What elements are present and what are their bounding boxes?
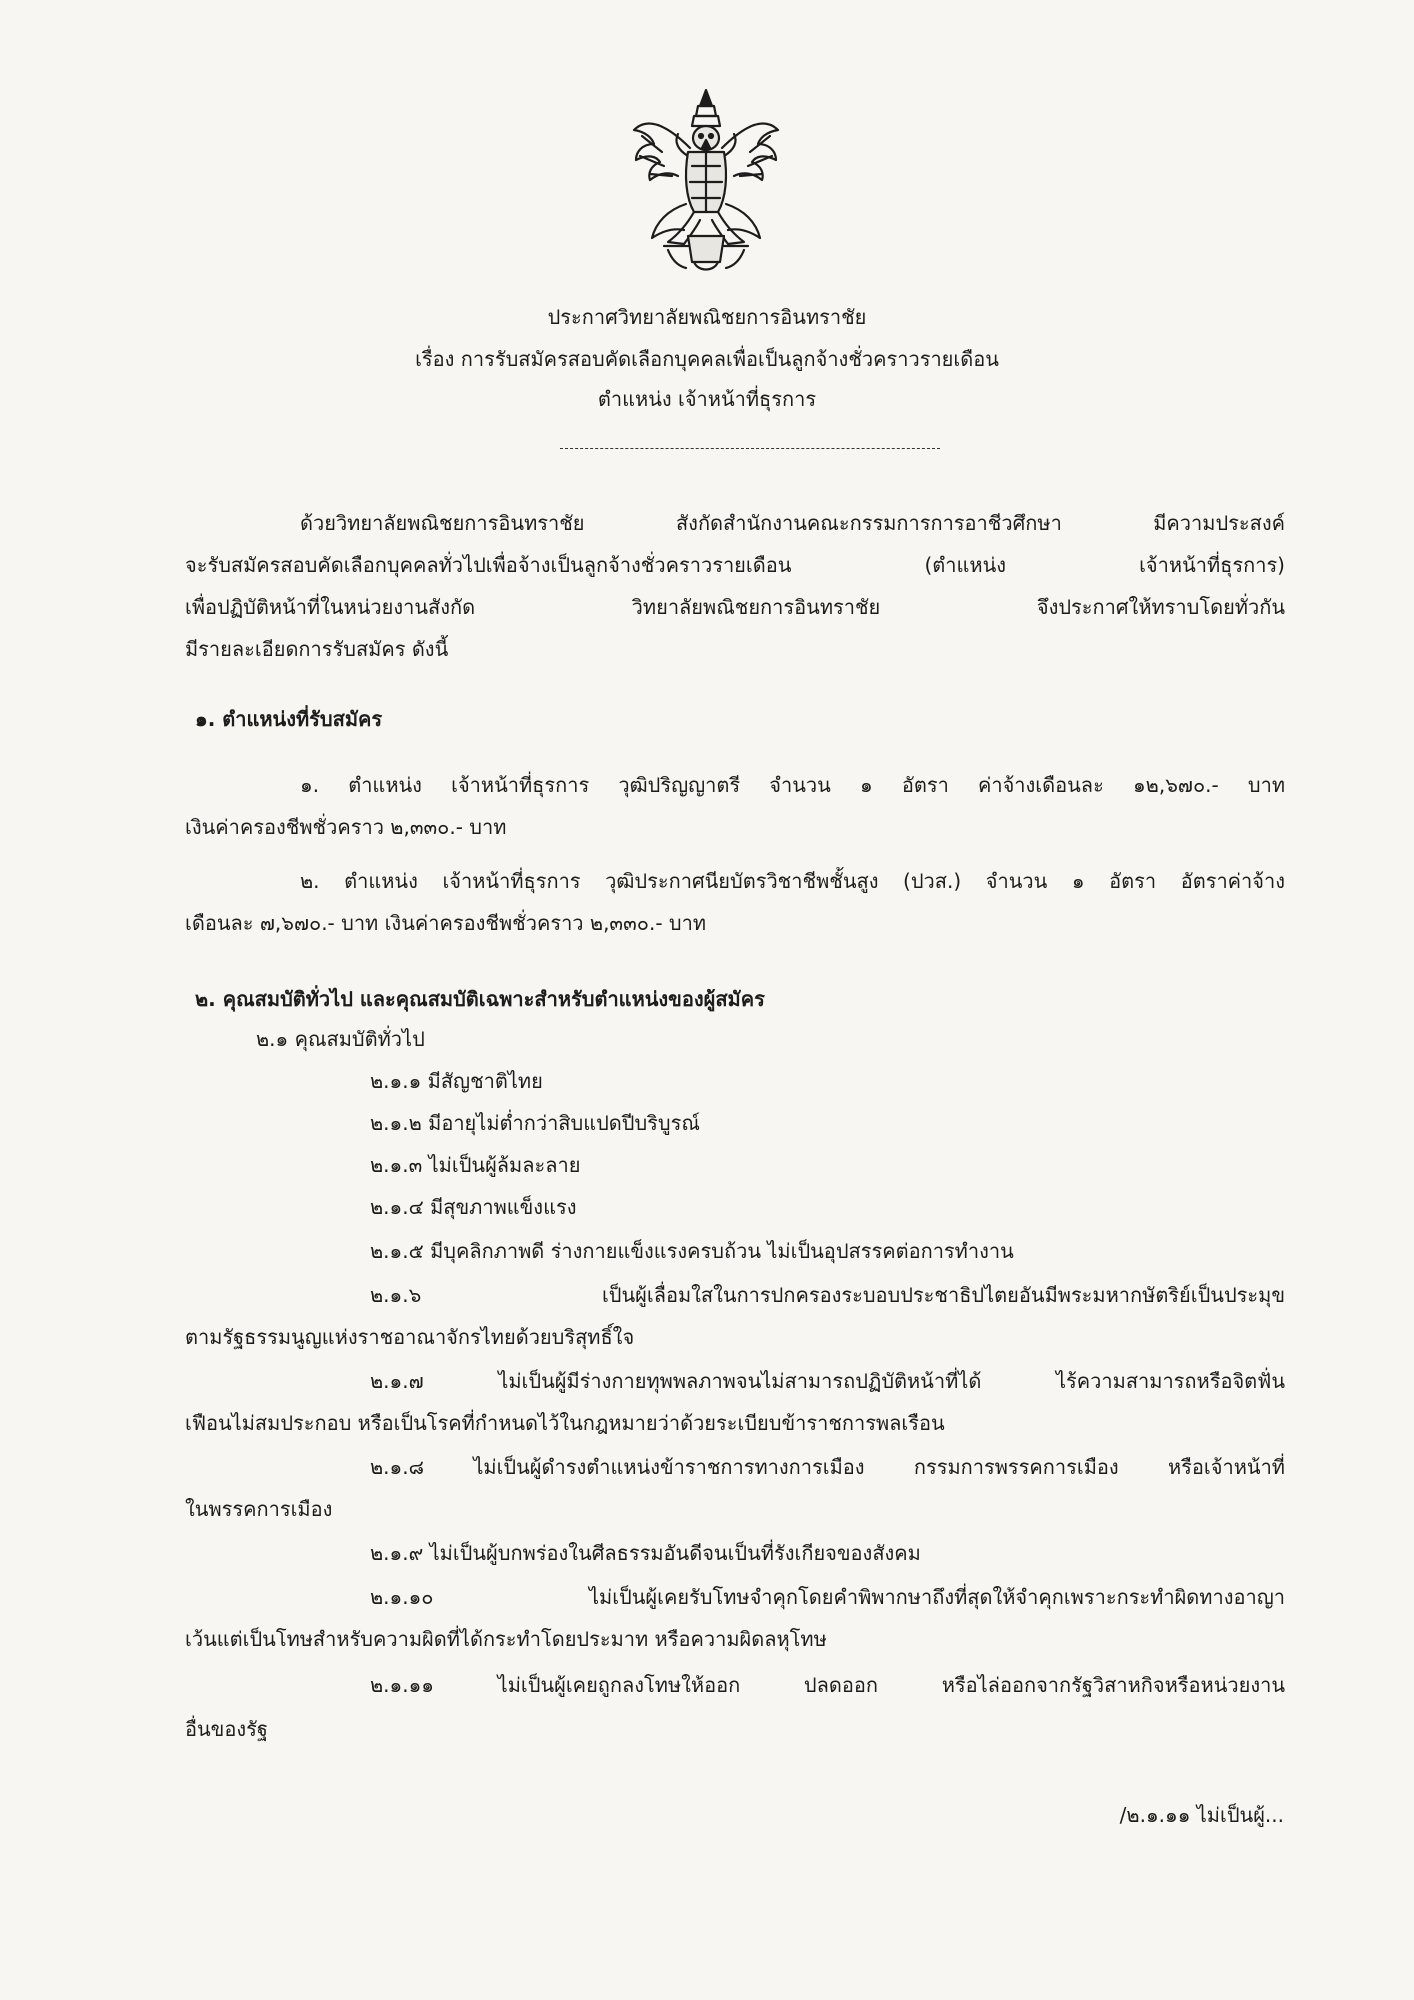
qualification-item: ๒.๑.๙ ไม่เป็นผู้บกพร่องในศีลธรรมอันดีจนเป็นที่รังเกียจของสังคม (370, 1541, 921, 1565)
qualification-item: ๒.๑.๘ ไม่เป็นผู้ดำรงตำแหน่งข้าราชการทางการเมือง กรรมการพรรคการเมือง หรือเจ้าหน้าที่ (370, 1455, 1285, 1479)
sub-heading-2-1: ๒.๑ คุณสมบัติทั่วไป (256, 1027, 425, 1051)
qualification-item-cont: ตามรัฐธรรมนูญแห่งราชอาณาจักรไทยด้วยบริสุทธิ์ใจ (185, 1325, 635, 1349)
qualification-item: ๒.๑.๗ ไม่เป็นผู้มีร่างกายทุพพลภาพจนไม่สามารถปฏิบัติหน้าที่ได้ ไร้ความสามารถหรือจิตฟั่น (370, 1369, 1285, 1393)
qualification-item: ๒.๑.๔ มีสุขภาพแข็งแรง (370, 1195, 577, 1219)
qualification-item: ๒.๑.๖ เป็นผู้เลื่อมใสในการปกครองระบอบประชาธิปไตยอันมีพระมหากษัตริย์เป็นประมุข (370, 1283, 1285, 1307)
position-item-1-cont: เงินค่าครองชีพชั่วคราว ๒,๓๓๐.- บาท (185, 815, 507, 839)
section-2-heading: ๒. คุณสมบัติทั่วไป และคุณสมบัติเฉพาะสำหรับตำแหน่งของผู้สมัคร (195, 987, 765, 1011)
qualification-item: ๒.๑.๓ ไม่เป็นผู้ล้มละลาย (370, 1153, 581, 1177)
qualification-item-cont: ในพรรคการเมือง (185, 1497, 333, 1521)
qualification-item-cont: อื่นของรัฐ (185, 1717, 268, 1741)
intro-line: จะรับสมัครสอบคัดเลือกบุคคลทั่วไปเพื่อจ้างเป็นลูกจ้างชั่วคราวรายเดือน (ตำแหน่ง เจ้าหน้าที่ธุรการ) (185, 553, 1285, 577)
qualification-item: ๒.๑.๑๐ ไม่เป็นผู้เคยรับโทษจำคุกโดยคำพิพากษาถึงที่สุดให้จำคุกเพราะกระทำผิดทางอาญา (370, 1585, 1285, 1609)
position-item-2: ๒. ตำแหน่ง เจ้าหน้าที่ธุรการ วุฒิประกาศนียบัตรวิชาชีพชั้นสูง (ปวส.) จำนวน ๑ อัตรา อัตราค่าจ้าง (300, 869, 1285, 893)
announcement-position: ตำแหน่ง เจ้าหน้าที่ธุรการ (597, 387, 817, 411)
announcement-subject: เรื่อง การรับสมัครสอบคัดเลือกบุคคลเพื่อเป็นลูกจ้างชั่วคราวรายเดือน (415, 347, 999, 371)
qualification-item: ๒.๑.๕ มีบุคลิกภาพดี ร่างกายแข็งแรงครบถ้วน ไม่เป็นอุปสรรคต่อการทำงาน (370, 1239, 1014, 1263)
intro-line: มีรายละเอียดการรับสมัคร ดังนี้ (185, 637, 449, 661)
position-item-2-cont: เดือนละ ๗,๖๗๐.- บาท เงินค่าครองชีพชั่วคราว ๒,๓๓๐.- บาท (185, 911, 707, 935)
header-separator (560, 448, 940, 449)
section-1-heading: ๑. ตำแหน่งที่รับสมัคร (195, 707, 383, 731)
qualification-item: ๒.๑.๑๑ ไม่เป็นผู้เคยถูกลงโทษให้ออก ปลดออก หรือไล่ออกจากรัฐวิสาหกิจหรือหน่วยงาน (370, 1673, 1285, 1697)
intro-line: เพื่อปฏิบัติหน้าที่ในหน่วยงานสังกัด วิทยาลัยพณิชยการอินทราชัย จึงประกาศให้ทราบโดยทั่วกัน (185, 595, 1285, 619)
intro-line: ด้วยวิทยาลัยพณิชยการอินทราชัย สังกัดสำนักงานคณะกรรมการการอาชีวศึกษา มีความประสงค์ (300, 511, 1285, 535)
qualification-item-cont: เว้นแต่เป็นโทษสำหรับความผิดที่ได้กระทำโดยประมาท หรือความผิดลหุโทษ (185, 1627, 827, 1651)
qualification-item: ๒.๑.๑ มีสัญชาติไทย (370, 1069, 543, 1093)
garuda-emblem-icon (628, 86, 784, 286)
page-continuation: /๒.๑.๑๑ ไม่เป็นผู้... (1119, 1803, 1284, 1827)
announcement-title: ประกาศวิทยาลัยพณิชยการอินทราชัย (547, 305, 867, 329)
position-item-1: ๑. ตำแหน่ง เจ้าหน้าที่ธุรการ วุฒิปริญญาตรี จำนวน ๑ อัตรา ค่าจ้างเดือนละ ๑๒,๖๗๐.- บาท (300, 773, 1285, 797)
qualification-item-cont: เฟือนไม่สมประกอบ หรือเป็นโรคที่กำหนดไว้ในกฎหมายว่าด้วยระเบียบข้าราชการพลเรือน (185, 1411, 945, 1435)
qualification-item: ๒.๑.๒ มีอายุไม่ต่ำกว่าสิบแปดปีบริบูรณ์ (370, 1111, 700, 1135)
